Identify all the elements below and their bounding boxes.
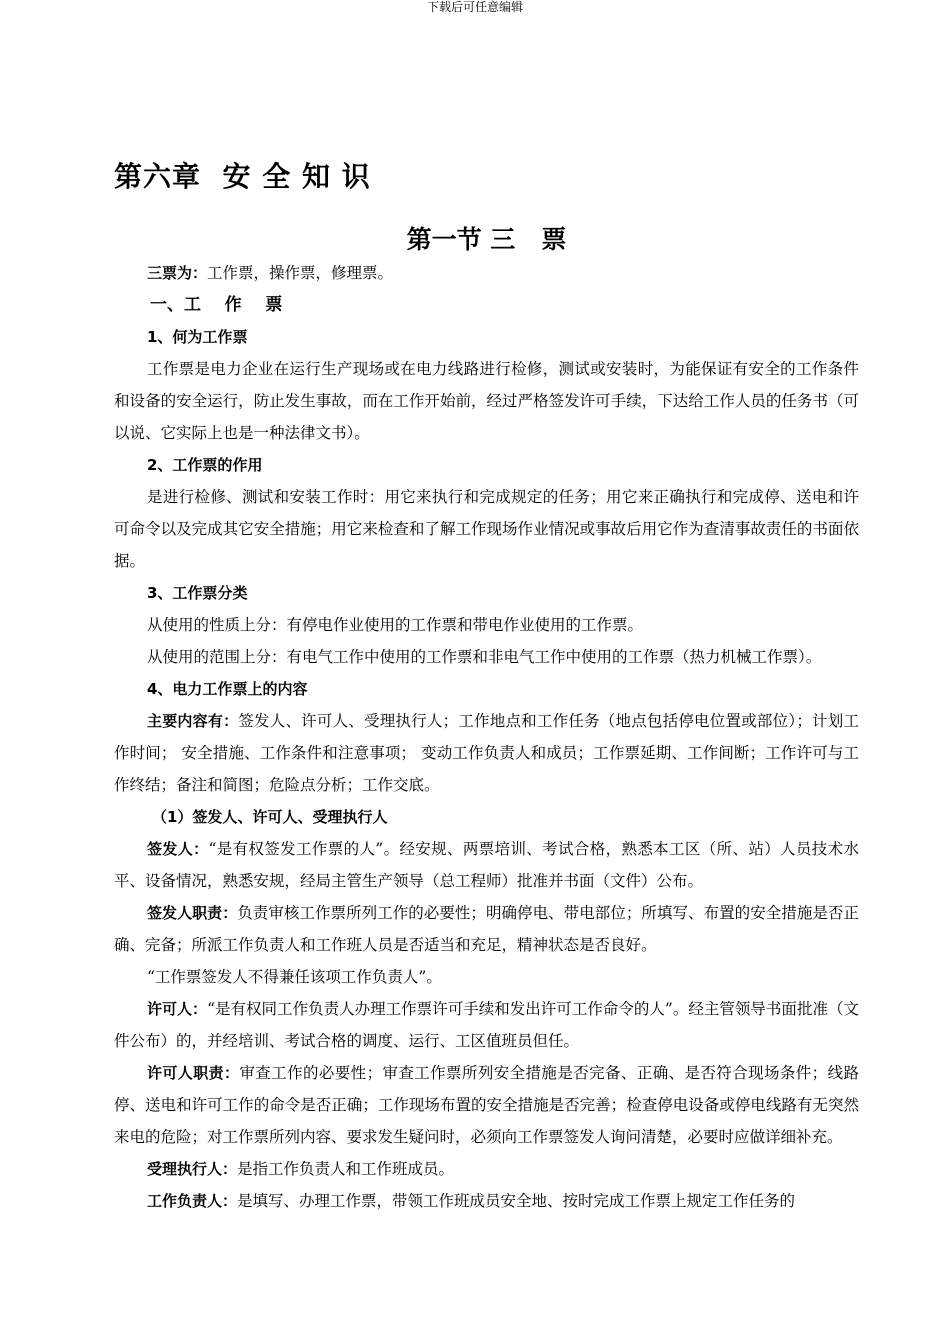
header-note: 下载后可任意编辑 (426, 0, 523, 14)
sub1-heading: （1）签发人、许可人、受理执行人 (152, 808, 388, 826)
executor-label: 受理执行人： (147, 1160, 238, 1178)
s4-paragraph (114, 705, 859, 801)
section-title: 第一节 三 票 (406, 225, 567, 254)
signer-duty-paragraph (114, 897, 859, 961)
s4-heading: 4、电力工作票上的内容 (147, 680, 308, 698)
executor-paragraph (114, 1153, 859, 1185)
signer-duty-label: 签发人职责： (147, 904, 238, 922)
leader-paragraph (114, 1185, 859, 1217)
s2-heading: 2、工作票的作用 (147, 456, 263, 474)
signer-label: 签发人： (147, 840, 209, 858)
signer-duty-text: 负责审核工作票所列工作的必要性；明确停电、带电部位；所填写、布置的安全措施是否正确、完备；所派工作负责人和工作班人员是否适当和充足，精神状态是否良好。 (114, 904, 859, 954)
permitter-duty-label: 许可人职责： (147, 1064, 240, 1082)
s3-heading: 3、工作票分类 (147, 584, 248, 602)
leader-text: 是填写、办理工作票，带领工作班成员安全地、按时完成工作票上规定工作任务的 (237, 1192, 796, 1210)
signer-paragraph (114, 833, 859, 897)
executor-text: 是指工作负责人和工作班成员。 (237, 1160, 455, 1178)
intro-label: 三票为： (147, 264, 208, 282)
document-body (114, 257, 859, 1217)
s1-heading: 1、何为工作票 (147, 328, 248, 346)
signer-text: “是有权签发工作票的人”。经安规、两票培训、考试合格，熟悉本工区（所、站）人员技术水平、设备情况，熟悉安规，经局主管生产领导（总工程师）批准并书面（文件）公布。 (114, 840, 859, 890)
s3-p1: 从使用的性质上分：有停电作业使用的工作票和带电作业使用的工作票。 (147, 616, 644, 634)
part1-heading: 一、工 作 票 (150, 295, 283, 315)
intro-paragraph (114, 257, 859, 289)
permitter-duty-text: 审查工作的必要性；审查工作票所列安全措施是否完备、正确、是否符合现场条件；线路停、送电和许可工作的命令是否正确；工作现场布置的安全措施是否完善；检查停电设备或停电线路有无突然来电的危险；对工作票所列内容、要求发生疑问时，必须向工作票签发人询问清楚，必要时应做详细补充。 (114, 1064, 859, 1146)
signer-note: “工作票签发人不得兼任该项工作负责人”。 (147, 968, 442, 986)
intro-text: 工作票，操作票，修理票。 (207, 264, 394, 282)
s4-text: 签发人、许可人、受理执行人；工作地点和工作任务（地点包括停电位置或部位）；计划工作时间； 安全措施、工作条件和注意事项； 变动工作负责人和成员；工作票延期、工作间断；工作许可与工作终结；备注和简图；危险点分析；工作交底。 (114, 712, 859, 794)
s3-p2: 从使用的范围上分：有电气工作中使用的工作票和非电气工作中使用的工作票（热力机械工作票）。 (147, 648, 822, 666)
s4-label: 主要内容有： (147, 712, 239, 730)
s1-text: 工作票是电力企业在运行生产现场或在电力线路进行检修，测试或安装时，为能保证有安全的工作条件和设备的安全运行，防止发生事故，而在工作开始前，经过严格签发许可手续，下达给工作人员的任务书（可以说、它实际上也是一种法律文书）。 (114, 360, 859, 442)
permitter-label: 许可人： (147, 1000, 208, 1018)
chapter-title: 第六章 安 全 知 识 (114, 160, 371, 193)
permitter-text: “是有权同工作负责人办理工作票许可手续和发出许可工作命令的人”。经主管领导书面批准（文件公布）的，并经培训、考试合格的调度、运行、工区值班员但任。 (114, 1000, 859, 1050)
s2-text: 是进行检修、测试和安装工作时：用它来执行和完成规定的任务；用它来正确执行和完成停、送电和许可命令以及完成其它安全措施；用它来检查和了解工作现场作业情况或事故后用它作为查清事故责任的书面依据。 (114, 488, 859, 570)
leader-label: 工作负责人： (147, 1192, 238, 1210)
permitter-paragraph (114, 993, 859, 1057)
permitter-duty-paragraph (114, 1057, 859, 1153)
